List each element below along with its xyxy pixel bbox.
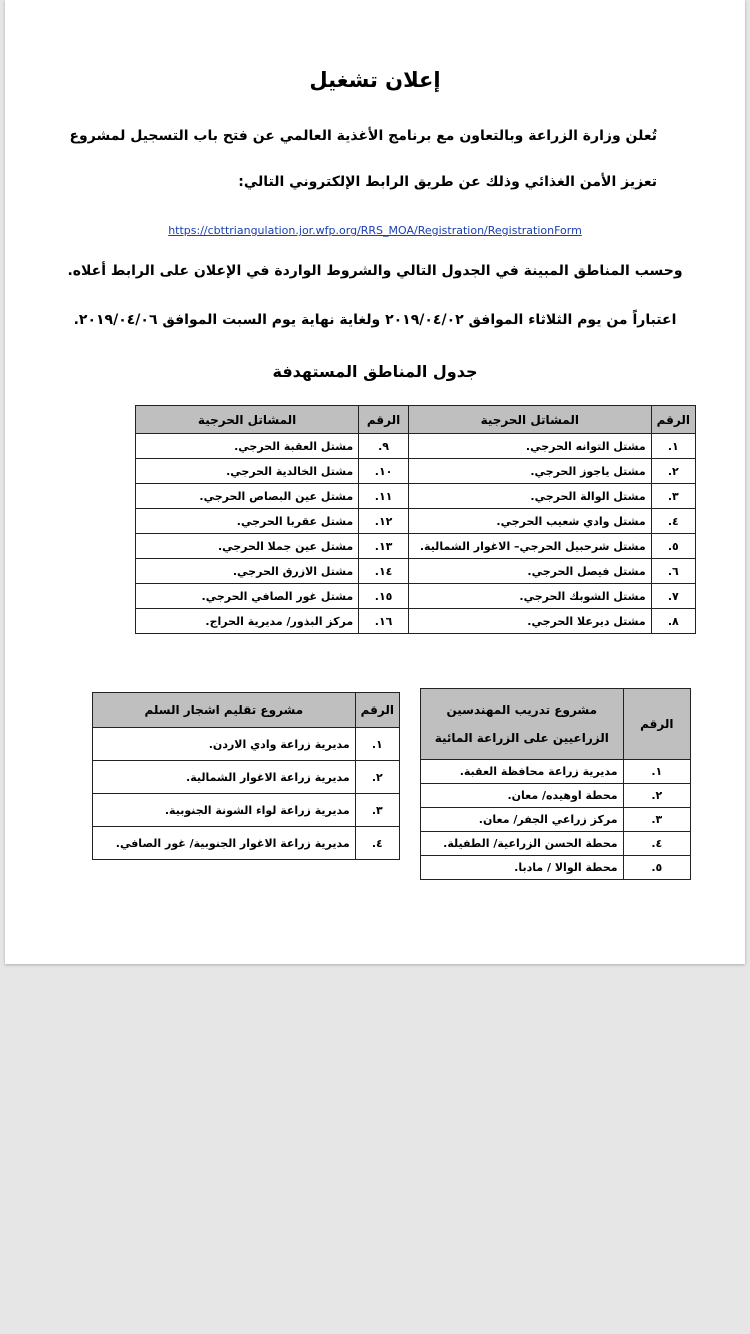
header-number: الرقم [355, 693, 399, 728]
row-number: ٣. [355, 794, 399, 827]
header-training-line-1: مشروع تدريب المهندسين [446, 703, 598, 717]
table-row [136, 559, 696, 584]
row-number: ١٣. [359, 534, 409, 559]
nursery-name: مشتل التوانه الحرجي. [408, 434, 651, 459]
table-row [421, 832, 691, 856]
row-number: ٥. [651, 534, 695, 559]
table-row [421, 784, 691, 808]
nursery-name: مشتل العقبة الحرجي. [136, 434, 359, 459]
nursery-name: مركز البذور/ مديرية الحراج. [136, 609, 359, 634]
header-nurseries: المشاتل الحرجية [136, 406, 359, 434]
nursery-name: مشتل ياجوز الحرجي. [408, 459, 651, 484]
row-number: ١٢. [359, 509, 409, 534]
row-number: ٣. [623, 808, 690, 832]
site-name: مديرية زراعة محافظة العقبة. [421, 760, 624, 784]
nursery-name: مشتل غور الصافي الحرجي. [136, 584, 359, 609]
table-row [93, 728, 400, 761]
site-name: محطة الحسن الزراعية/ الطفيلة. [421, 832, 624, 856]
table-row [136, 509, 696, 534]
table-row [136, 434, 696, 459]
row-number: ٤. [651, 509, 695, 534]
header-number: الرقم [651, 406, 695, 434]
row-number: ١. [651, 434, 695, 459]
row-number: ١٥. [359, 584, 409, 609]
table-row [421, 760, 691, 784]
row-number: ١٠. [359, 459, 409, 484]
table-row [136, 534, 696, 559]
nursery-name: مشتل الوالة الحرجي. [408, 484, 651, 509]
conditions-line: وحسب المناطق المبينة في الجدول التالي والشروط الواردة في الإعلان على الرابط أعلاه. [67, 263, 683, 279]
table-row [136, 484, 696, 509]
target-areas-table [135, 405, 696, 634]
table-row [421, 856, 691, 880]
header-pruning-project: مشروع تقليم اشجار السلم [93, 693, 356, 728]
training-table [420, 688, 691, 880]
table-row [93, 761, 400, 794]
table-row [136, 584, 696, 609]
row-number: ٢. [651, 459, 695, 484]
header-number: الرقم [359, 406, 409, 434]
nursery-name: مشتل الخالدية الحرجي. [136, 459, 359, 484]
row-number: ٤. [355, 827, 399, 860]
table-row [136, 459, 696, 484]
row-number: ١. [355, 728, 399, 761]
nursery-name: مشتل الشوبك الحرجي. [408, 584, 651, 609]
row-number: ٦. [651, 559, 695, 584]
site-name: مركز زراعي الجفر/ معان. [421, 808, 624, 832]
row-number: ٣. [651, 484, 695, 509]
row-number: ٩. [359, 434, 409, 459]
dates-line: اعتباراً من يوم الثلاثاء الموافق ٢٠١٩/٠٤/٠٢ ولغاية نهاية يوم السبت الموافق ٢٠١٩/٠٤/٠٦. [73, 312, 677, 328]
pruning-table [92, 692, 400, 860]
row-number: ٥. [623, 856, 690, 880]
header-training-line-2: الزراعيين على الزراعة المائية [434, 731, 609, 745]
site-name: محطة اوهيده/ معان. [421, 784, 624, 808]
directorate-name: مديرية زراعة لواء الشونة الجنوبية. [93, 794, 356, 827]
row-number: ١. [623, 760, 690, 784]
nursery-name: مشتل الازرق الحرجي. [136, 559, 359, 584]
nursery-name: مشتل عقربا الحرجي. [136, 509, 359, 534]
row-number: ١٤. [359, 559, 409, 584]
site-name: محطة الوالا / مادبا. [421, 856, 624, 880]
row-number: ١١. [359, 484, 409, 509]
nursery-name: مشتل وادي شعيب الحرجي. [408, 509, 651, 534]
row-number: ١٦. [359, 609, 409, 634]
header-nurseries: المشاتل الحرجية [408, 406, 651, 434]
table-row [93, 827, 400, 860]
nursery-name: مشتل عين جملا الحرجي. [136, 534, 359, 559]
intro-line-1: تُعلن وزارة الزراعة وبالتعاون مع برنامج الأغذية العالمي عن فتح باب التسجيل لمشروع [69, 128, 657, 144]
header-training-project [421, 689, 624, 760]
intro-line-2: تعزيز الأمن الغذائي وذلك عن طريق الرابط الإلكتروني التالي: [238, 174, 657, 190]
row-number: ٢. [623, 784, 690, 808]
row-number: ٨. [651, 609, 695, 634]
nursery-name: مشتل فيصل الحرجي. [408, 559, 651, 584]
table-title: جدول المناطق المستهدفة [272, 362, 478, 381]
directorate-name: مديرية زراعة الاغوار الجنوبية/ غور الصافي. [93, 827, 356, 860]
document-page [5, 0, 745, 964]
header-number: الرقم [623, 689, 690, 760]
nursery-name: مشتل شرحبيل الحرجي– الاغوار الشمالية. [408, 534, 651, 559]
nursery-name: مشتل ديرعلا الحرجي. [408, 609, 651, 634]
table-row [136, 609, 696, 634]
announcement-title: إعلان تشغيل [309, 68, 441, 92]
row-number: ٧. [651, 584, 695, 609]
directorate-name: مديرية زراعة وادي الاردن. [93, 728, 356, 761]
table-row [93, 794, 400, 827]
registration-link[interactable]: https://cbttriangulation.jor.wfp.org/RRS_MOA/Registration/RegistrationForm [168, 224, 582, 237]
directorate-name: مديرية زراعة الاغوار الشمالية. [93, 761, 356, 794]
row-number: ٢. [355, 761, 399, 794]
row-number: ٤. [623, 832, 690, 856]
nursery-name: مشتل عين البصاص الحرجي. [136, 484, 359, 509]
table-row [421, 808, 691, 832]
